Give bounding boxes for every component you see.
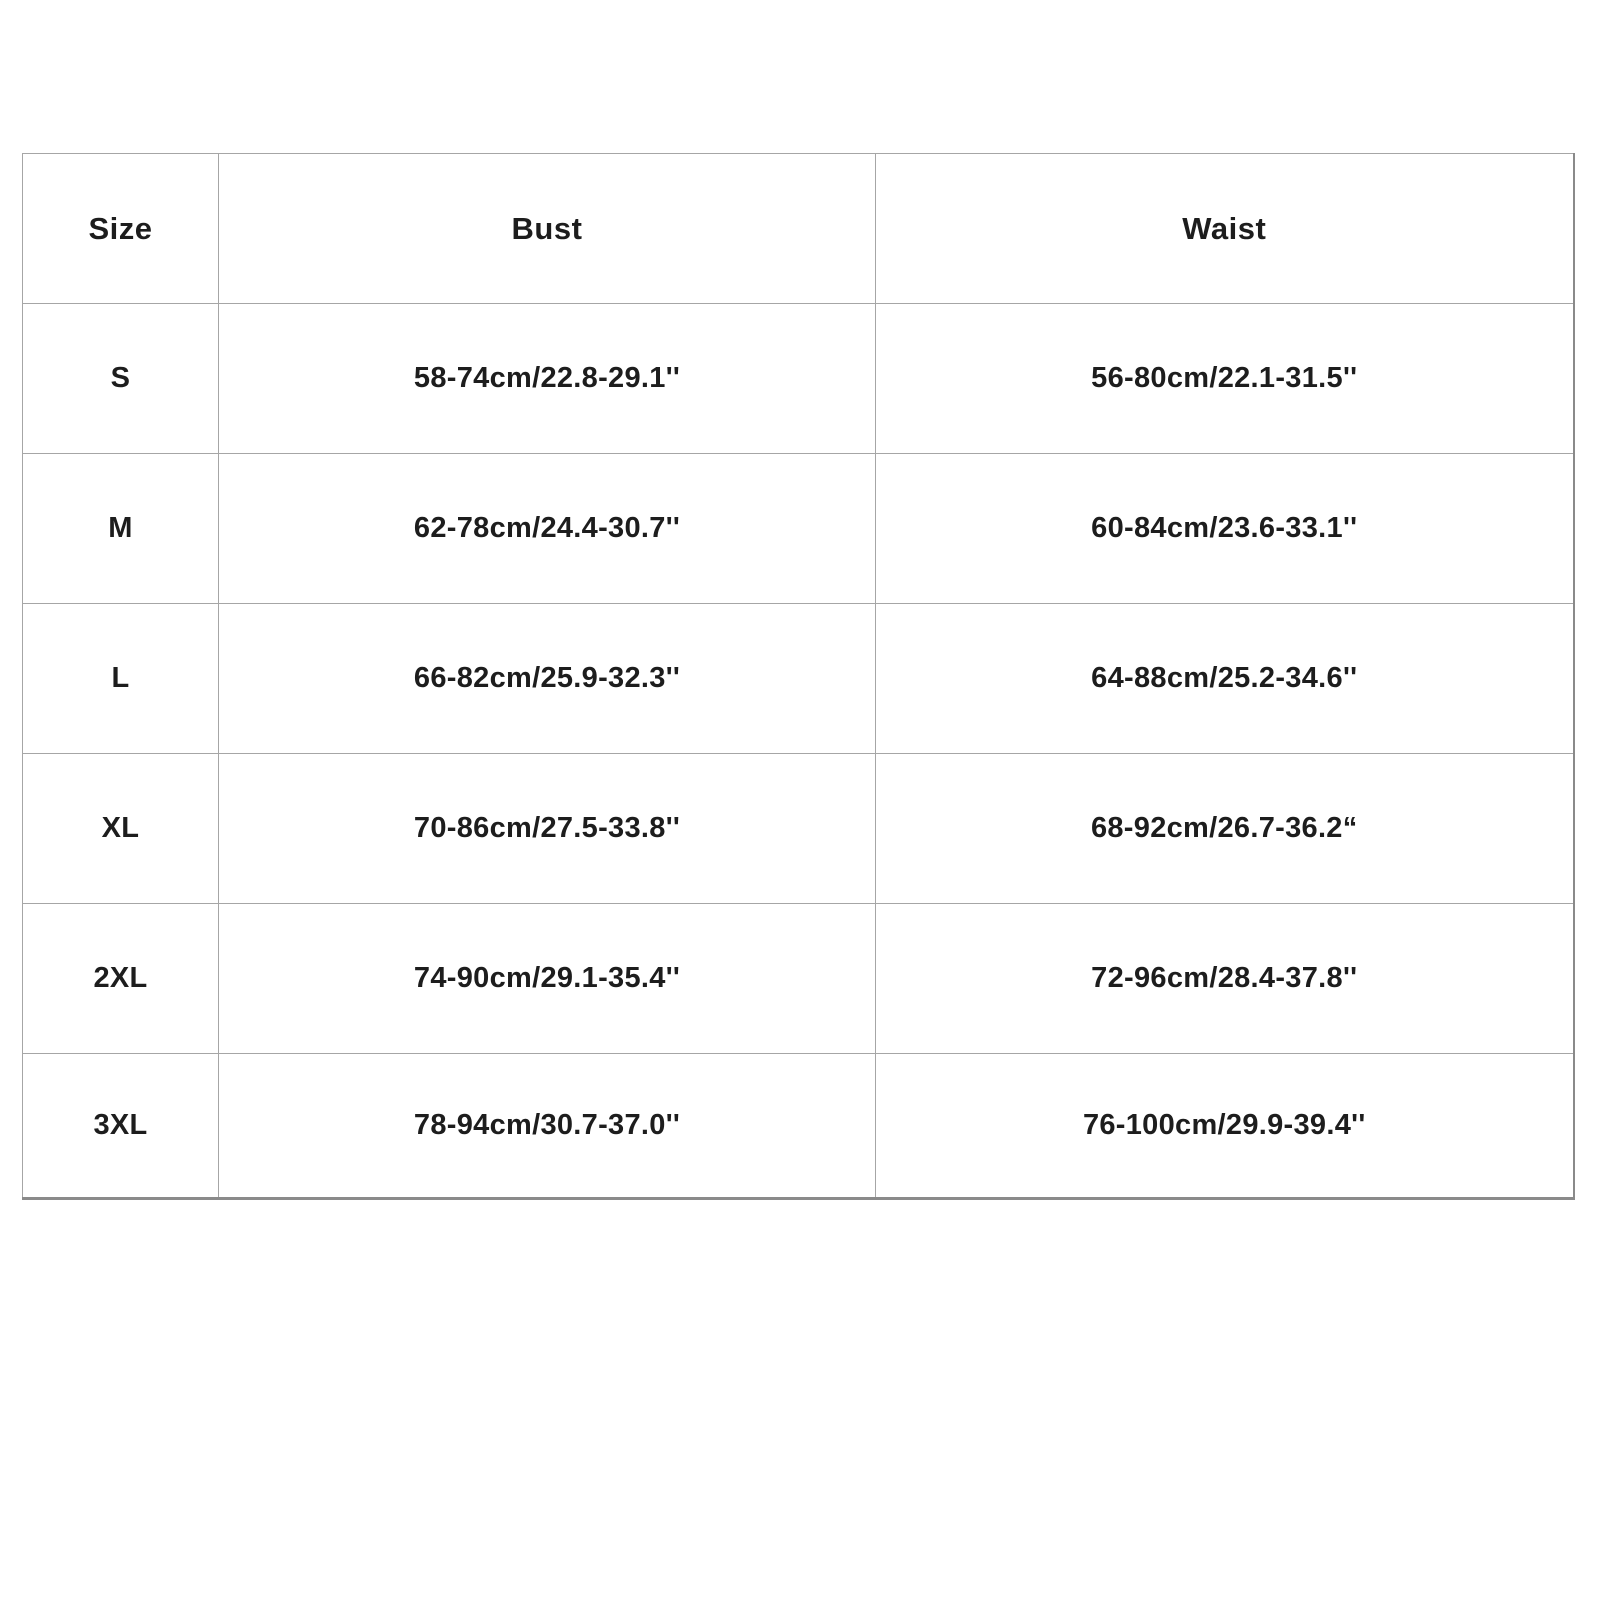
table-row	[23, 754, 1574, 904]
bust-cell: 78-94cm/30.7-37.0''	[219, 1054, 876, 1199]
waist-cell: 76-100cm/29.9-39.4''	[876, 1054, 1574, 1199]
waist-cell: 72-96cm/28.4-37.8''	[876, 904, 1574, 1054]
size-cell: M	[23, 454, 219, 604]
bust-cell: 62-78cm/24.4-30.7''	[219, 454, 876, 604]
bust-cell: 70-86cm/27.5-33.8''	[219, 754, 876, 904]
table-row	[23, 304, 1574, 454]
size-cell: S	[23, 304, 219, 454]
waist-cell: 56-80cm/22.1-31.5''	[876, 304, 1574, 454]
bust-cell: 66-82cm/25.9-32.3''	[219, 604, 876, 754]
bust-cell: 58-74cm/22.8-29.1''	[219, 304, 876, 454]
waist-cell: 68-92cm/26.7-36.2“	[876, 754, 1574, 904]
size-cell: L	[23, 604, 219, 754]
size-cell: 2XL	[23, 904, 219, 1054]
column-header-bust: Bust	[219, 154, 876, 304]
table-row	[23, 454, 1574, 604]
bust-cell: 74-90cm/29.1-35.4''	[219, 904, 876, 1054]
size-chart-table	[22, 153, 1575, 1200]
table-row	[23, 1054, 1574, 1199]
waist-cell: 64-88cm/25.2-34.6''	[876, 604, 1574, 754]
table-row	[23, 604, 1574, 754]
size-cell: XL	[23, 754, 219, 904]
column-header-waist: Waist	[876, 154, 1574, 304]
column-header-size: Size	[23, 154, 219, 304]
waist-cell: 60-84cm/23.6-33.1''	[876, 454, 1574, 604]
header-row	[23, 154, 1574, 304]
table-row	[23, 904, 1574, 1054]
size-cell: 3XL	[23, 1054, 219, 1199]
